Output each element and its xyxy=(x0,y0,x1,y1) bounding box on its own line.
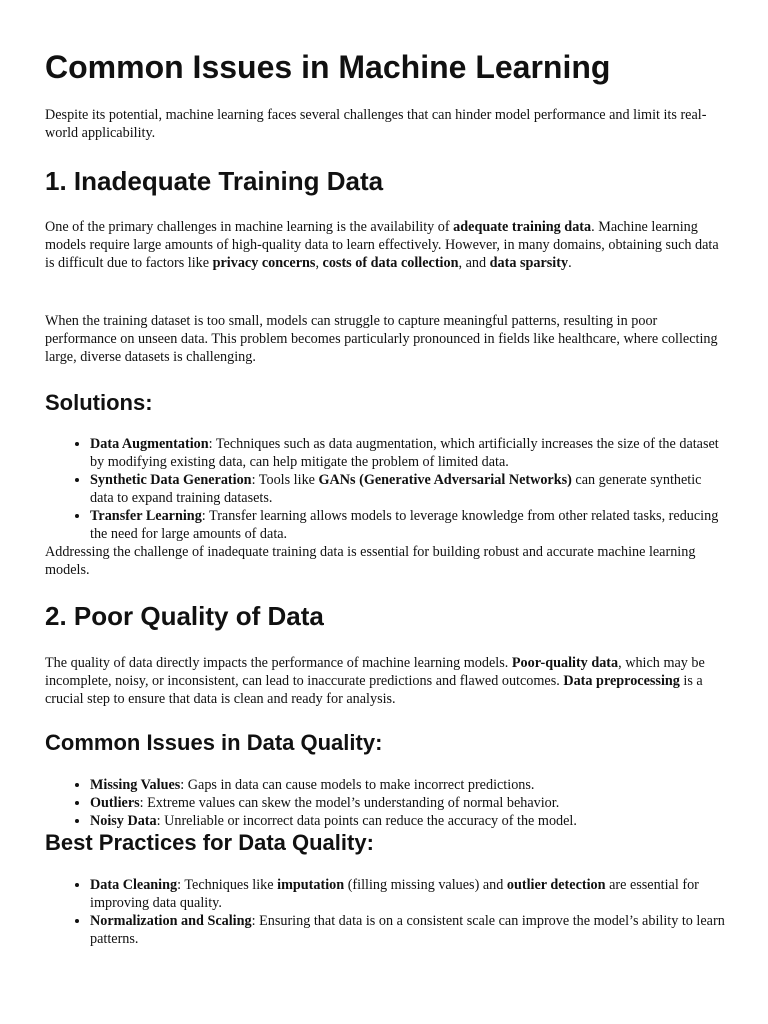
text-span: . Machine learning models require large amounts of high-quality data to learn effectively. However, in many domains, obtaining such data is difficult due to factors like xyxy=(45,219,719,271)
text-span: are essential for improving data quality. xyxy=(90,877,699,911)
solutions-heading: Solutions: xyxy=(45,390,153,415)
solutions-list xyxy=(45,435,725,543)
text-span: : Tools like xyxy=(251,472,319,488)
list-item-outliers xyxy=(90,794,725,812)
section2-paragraph-1 xyxy=(45,654,725,708)
bold-term: GANs (Generative Adversarial Networks) xyxy=(318,472,572,488)
page-title: Common Issues in Machine Learning xyxy=(45,49,611,85)
bold-term: Data Cleaning xyxy=(90,877,178,893)
bold-term: costs of data collection xyxy=(322,255,459,271)
list-item-missing-values xyxy=(90,776,725,794)
text-span: : Transfer learning allows models to leverage knowledge from other related tasks, reducing the need for large amounts of data. xyxy=(90,508,719,542)
section1-closing-paragraph: Addressing the challenge of inadequate training data is essential for building robust and accurate machine learning models. xyxy=(45,544,696,578)
list-item-noisy-data xyxy=(90,812,725,830)
text-span: : Techniques like xyxy=(177,877,278,893)
bold-term: privacy concerns xyxy=(212,255,316,271)
best-practices-heading: Best Practices for Data Quality: xyxy=(45,830,374,855)
bold-term: Data preprocessing xyxy=(563,673,680,689)
issues-list xyxy=(45,776,725,830)
text-span: : Ensuring that data is on a consistent scale can improve the model’s ability to learn patterns. xyxy=(90,913,725,947)
data-quality-issues-heading: Common Issues in Data Quality: xyxy=(45,730,383,755)
text-span: , which may be incomplete, noisy, or inconsistent, can lead to inaccurate predictions and flawed outcomes. xyxy=(45,655,705,689)
list-item-transfer-learning xyxy=(90,507,725,543)
bold-term: data sparsity xyxy=(489,255,569,271)
text-span: : Extreme values can skew the model’s understanding of normal behavior. xyxy=(139,795,560,811)
text-span: : Gaps in data can cause models to make incorrect predictions. xyxy=(180,777,535,793)
intro-paragraph: Despite its potential, machine learning faces several challenges that can hinder model performance and limit its real-world applicability. xyxy=(45,107,707,141)
text-span: . xyxy=(568,255,572,271)
solutions-list-container xyxy=(45,435,725,543)
bold-term: Missing Values xyxy=(90,777,181,793)
bold-term: Poor-quality data xyxy=(511,655,619,671)
text-span: is a crucial step to ensure that data is clean and ready for analysis. xyxy=(45,673,703,707)
practices-list xyxy=(45,876,725,948)
text-span: , and xyxy=(458,255,490,271)
list-item-synthetic-data-generation xyxy=(90,471,725,507)
text-span: can generate synthetic data to expand training datasets. xyxy=(90,472,702,506)
text-span: : Unreliable or incorrect data points can reduce the accuracy of the model. xyxy=(156,813,577,829)
bold-term: Transfer Learning xyxy=(90,508,202,524)
bold-term: Outliers xyxy=(90,795,140,811)
text-span: : Techniques such as data augmentation, which artificially increases the size of the dataset by modifying existing data, can help mitigate the problem of limited data. xyxy=(90,436,719,470)
section1-paragraph-2: When the training dataset is too small, models can struggle to capture meaningful patterns, resulting in poor performance on unseen data. This problem becomes particularly pronounced in fields like healthcare, where collecting large, diverse datasets is challenging. xyxy=(45,313,718,365)
section-heading-inadequate-training-data: 1. Inadequate Training Data xyxy=(45,166,384,196)
bold-term: outlier detection xyxy=(506,877,606,893)
bold-term: Synthetic Data Generation xyxy=(90,472,252,488)
text-span: One of the primary challenges in machine learning is the availability of xyxy=(45,219,454,235)
section1-paragraph-1 xyxy=(45,218,725,272)
bold-term: Data Augmentation xyxy=(90,436,209,452)
text-span: (filling missing values) and xyxy=(344,877,507,893)
list-item-data-cleaning xyxy=(90,876,725,912)
text-span: The quality of data directly impacts the performance of machine learning models. xyxy=(45,655,512,671)
practices-list-container xyxy=(45,876,725,948)
bold-term: Normalization and Scaling xyxy=(90,913,252,929)
issues-list-container xyxy=(45,776,725,830)
list-item-data-augmentation xyxy=(90,435,725,471)
bold-term: imputation xyxy=(277,877,345,893)
list-item-normalization-and-scaling xyxy=(90,912,725,948)
bold-term: adequate training data xyxy=(453,219,592,235)
bold-term: Noisy Data xyxy=(90,813,157,829)
section-heading-poor-quality-of-data: 2. Poor Quality of Data xyxy=(45,601,324,631)
text-span: , xyxy=(315,255,323,271)
